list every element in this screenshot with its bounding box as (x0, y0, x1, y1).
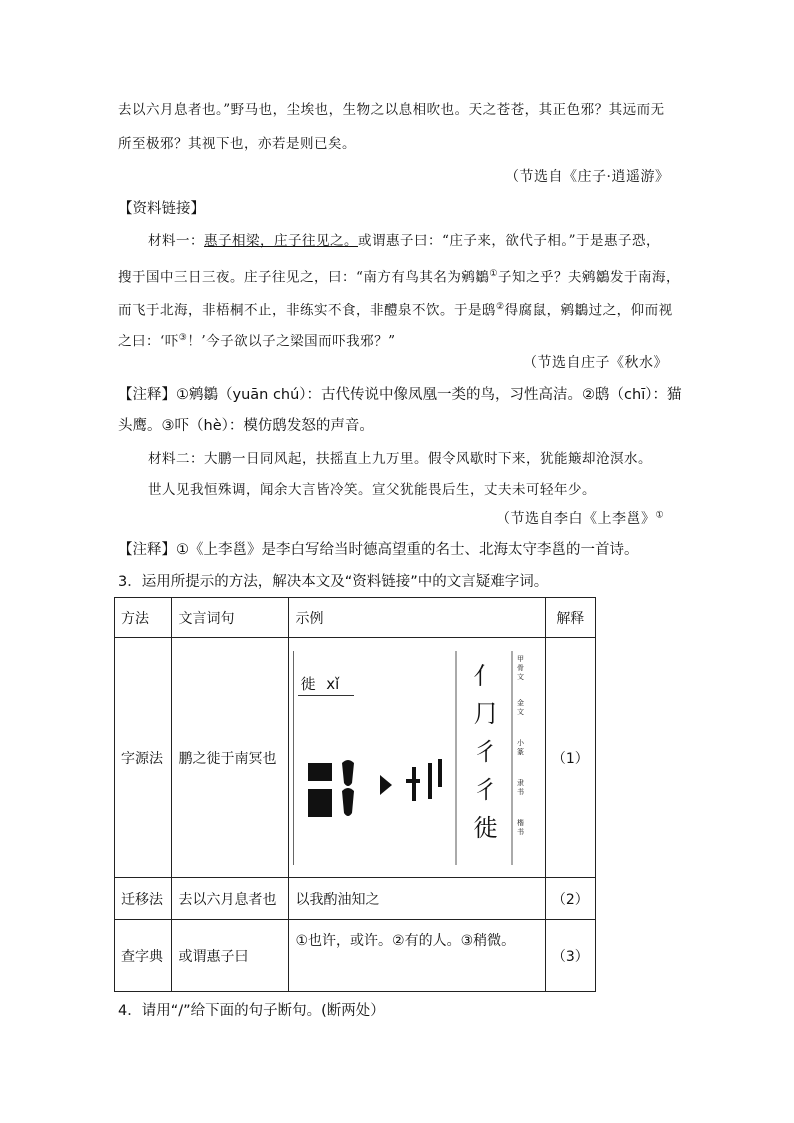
header-method: 方法 (115, 598, 172, 638)
table-row (115, 920, 596, 992)
stroke-1 (412, 767, 416, 801)
etymology-pinyin: xǐ (326, 674, 340, 693)
script-label-bronze: 金文 (516, 698, 524, 716)
question-3: 3．运用所提示的方法，解决本文及“资料链接”中的文言疑难字词。 (118, 574, 549, 590)
script-label-seal: 小篆 (516, 738, 524, 756)
passage-line-2: 所至极邪？其视下也，亦若是则已矣。 (118, 136, 356, 152)
link-heading: 【资料链接】 (118, 201, 205, 217)
header-phrase: 文言词句 (172, 598, 289, 638)
stroke-2 (406, 779, 420, 783)
footnote-mark-3: ③ (178, 333, 188, 343)
script-label-oracle: 甲骨文 (516, 654, 524, 681)
material2-source-text: （节选自李白《上李邕》 (496, 511, 656, 527)
row1-example (289, 638, 545, 878)
table-row (115, 638, 596, 878)
row3-answer: （3） (545, 920, 595, 992)
row1-method: 字源法 (115, 638, 172, 878)
row3-method: 查字典 (115, 920, 172, 992)
etymology-figure (293, 651, 526, 865)
stroke-3 (428, 763, 432, 799)
footnote-mark-2: ② (496, 302, 505, 312)
material1-line-2 (118, 264, 680, 288)
row3-phrase: 或谓惠子曰 (172, 920, 289, 992)
script-variant-1: ⺅ (473, 661, 498, 690)
script-variant-3: 彳 (473, 737, 498, 766)
passage-line-1: 去以六月息者也。”野马也，尘埃也，生物之以息相吹也。天之苍苍，其正色邪？其远而无 (118, 102, 665, 118)
script-labels (514, 655, 526, 859)
material1-line-3 (118, 297, 673, 321)
script-variants (464, 657, 506, 847)
material2-line-1: 材料二：大鹏一日同风起，扶摇直上九万里。假令风歇时下来，犹能簸却沧溟水。 (148, 451, 652, 467)
footprint-glyphs (308, 759, 442, 817)
etymology-char: 徙 (300, 674, 316, 693)
row2-answer: （2） (545, 878, 595, 920)
row1-answer: （1） (545, 638, 595, 878)
material1-source: （节选自庄子《秋水》 (523, 355, 668, 371)
footnote-mark-1: ① (489, 269, 498, 279)
script-label-regular: 楷书 (516, 818, 524, 836)
arrow-icon (380, 775, 392, 795)
row2-example: 以我酌油知之 (289, 878, 545, 920)
material1-underlined: 惠子相梁，庄子往见之。 (204, 233, 358, 249)
passage-source: （节选自《庄子·逍遥游》 (505, 169, 670, 185)
script-variant-4: ⼻ (473, 775, 498, 804)
footprint-block-1 (308, 763, 332, 781)
question-4: 4．请用“/”给下面的句子断句。(断两处） (118, 1003, 385, 1019)
material1-line-1 (148, 231, 660, 251)
header-answer: 解释 (545, 598, 595, 638)
row2-method: 迁移法 (115, 878, 172, 920)
kaishu-char: 徙 (473, 813, 498, 842)
row2-phrase: 去以六月息者也 (172, 878, 289, 920)
foot-print-2 (342, 788, 354, 816)
stroke-4 (438, 759, 442, 787)
material1-line4a-text: 之曰：‘吓 (118, 333, 179, 350)
table-row (115, 878, 596, 920)
row3-example: ①也许，或许。②有的人。③稍微。 (289, 920, 545, 992)
row1-phrase: 鹏之徙于南冥也 (172, 638, 289, 878)
footprint-block-2 (308, 789, 332, 817)
material2-source-sup: ① (655, 510, 665, 521)
material1-line3b-text: 得腐鼠，鹓鶵过之，仰而视 (504, 302, 673, 319)
material1-line4b-text: ！’今子欲以子之梁国而吓我邪？” (187, 333, 396, 350)
header-example: 示例 (289, 598, 545, 638)
material1-line-4 (118, 328, 396, 352)
note1-line-1: 【注释】①鹓鶵（yuān chú）：古代传说中像凤凰一类的鸟，习性高洁。②鸱（chī）：猫 (118, 387, 682, 403)
material1-line2-text: 搜于国中三日三夜。庄子往见之，曰：“南方有鸟其名为鹓鶵 (118, 269, 490, 286)
script-label-clerical: 隶书 (516, 778, 524, 796)
note2: 【注释】①《上李邕》是李白写给当时德高望重的名士、北海太守李邕的一首诗。 (118, 542, 639, 558)
method-table (114, 597, 596, 992)
material1-prefix: 材料一： (148, 233, 204, 249)
material2-line-2: 世人见我恒殊调，闻余大言皆冷笑。宣父犹能畏后生，丈夫未可轻年少。 (148, 482, 596, 498)
foot-print-1 (342, 760, 354, 786)
material2-source (496, 508, 664, 528)
note1-line-2: 头鹰。③吓（hè）：模仿鸱发怒的声音。 (118, 418, 374, 434)
script-variant-2: ⺆ (473, 699, 498, 728)
material1-rest: 或谓惠子曰：“庄子来，欲代子相。”于是惠子恐， (358, 233, 661, 249)
table-header-row (115, 598, 596, 638)
material1-line3a-text: 而飞于北海，非梧桐不止，非练实不食，非醴泉不饮。于是鸱 (118, 302, 496, 319)
material1-line2b-text: 子知之乎？夫鹓鶵发于南海， (497, 269, 680, 286)
